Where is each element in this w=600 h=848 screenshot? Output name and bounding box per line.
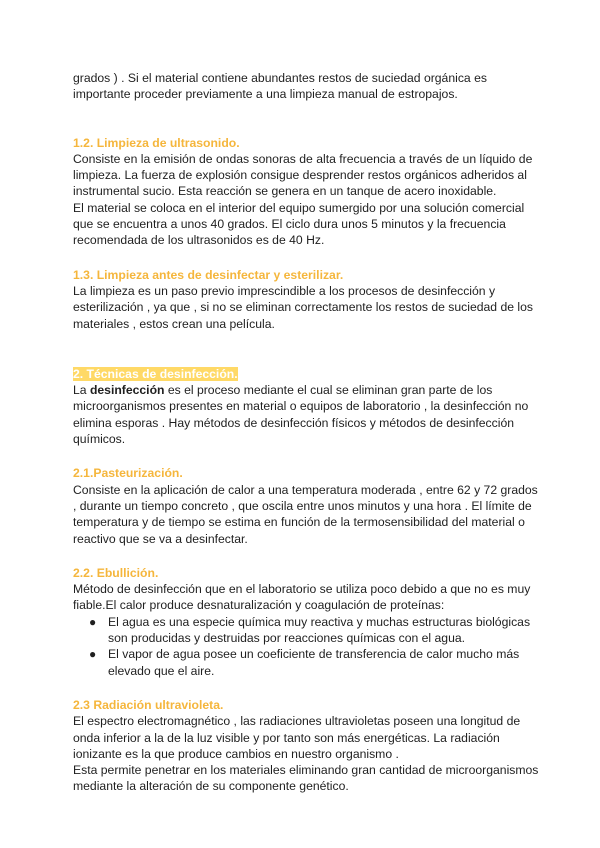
list-item <box>73 646 540 679</box>
paragraph-1-2-a: Consiste en la emisión de ondas sonoras de alta frecuencia a través de un líquido de limpieza. La fuerza de explosión consigue desprender restos orgánicos adheridos al instrumental sucio. Esta reacción se genera en un tanque de acero inoxidable. <box>73 151 533 199</box>
paragraph-1-2-b: El material se coloca en el interior del equipo sumergido por una solución comercial que se encuentra a unos 40 grados. El ciclo dura unos 5 minutos y la frecuencia recomendada de los ultrasonidos es de 40 Hz. <box>73 200 525 248</box>
bullet-icon: ● <box>89 647 97 662</box>
heading-2-2: 2.2. Ebullición. <box>73 565 159 580</box>
paragraph-2-2: Método de desinfección que en el laboratorio se utiliza poco debido a que no es muy fiable.El calor produce desnaturalización y coagulación de proteínas: <box>73 582 531 613</box>
bullet-icon: ● <box>89 614 97 629</box>
heading-2 <box>73 366 540 382</box>
list-item-text: El agua es una especie química muy reactiva y muchas estructuras biológicas son producidas y destruidas por reacciones químicas con el agua. <box>108 614 531 646</box>
paragraph-2-post: es el proceso mediante el cual se eliminan gran parte de los microorganismos presentes en material o equipos de laboratorio , la desinfección no elimina esporas . Hay métodos de desinfección físicos y métodos de desinfección químicos. <box>73 383 529 447</box>
paragraph-2 <box>73 382 540 447</box>
paragraph-1-3: La limpieza es un paso previo imprescindible a los procesos de desinfección y esterilización , ya que , si no se eliminan correctamente los restos de suciedad de los materiales , estos crean una película. <box>73 283 533 331</box>
paragraph-2-3-a: El espectro electromagnético , las radiaciones ultravioletas poseen una longitud de onda inferior a la de la luz visible y por tanto son más energéticas. La radiación ionizante es la que produce cambios en nuestro organismo . <box>73 714 521 761</box>
paragraph-2-3-b: Esta permite penetrar en los materiales eliminando gran cantidad de microorganismos mediante la alteración de su componente genético. <box>73 763 539 794</box>
paragraph-2-pre: La <box>73 383 90 398</box>
paragraph-2-bold-term: desinfección <box>89 383 165 398</box>
heading-1-2: 1.2. Limpieza de ultrasonido. <box>73 135 240 150</box>
heading-2-text: 2. Técnicas de desinfección. <box>73 366 238 381</box>
heading-2-3: 2.3 Radiación ultravioleta. <box>73 697 224 712</box>
list-item-text: El vapor de agua posee un coeficiente de transferencia de calor mucho más elevado que el aire. <box>108 647 520 678</box>
heading-2-1: 2.1.Pasteurización. <box>73 466 183 481</box>
paragraph-2-1: Consiste en la aplicación de calor a una temperatura moderada , entre 62 y 72 grados , durante un tiempo concreto , que oscila entre unos minutos y una hora . El límite de temperatura y de tiempo se estima en función de la termosensibilidad del material o reactivo que se va a desinfectar. <box>73 482 538 546</box>
intro-paragraph: grados ) . Si el material contiene abundantes restos de suciedad orgánica es importante proceder previamente a una limpieza manual de estropajos. <box>73 71 487 102</box>
bullet-list <box>73 614 540 679</box>
list-item <box>73 614 540 647</box>
heading-1-3: 1.3. Limpieza antes de desinfectar y esterilizar. <box>73 267 344 282</box>
